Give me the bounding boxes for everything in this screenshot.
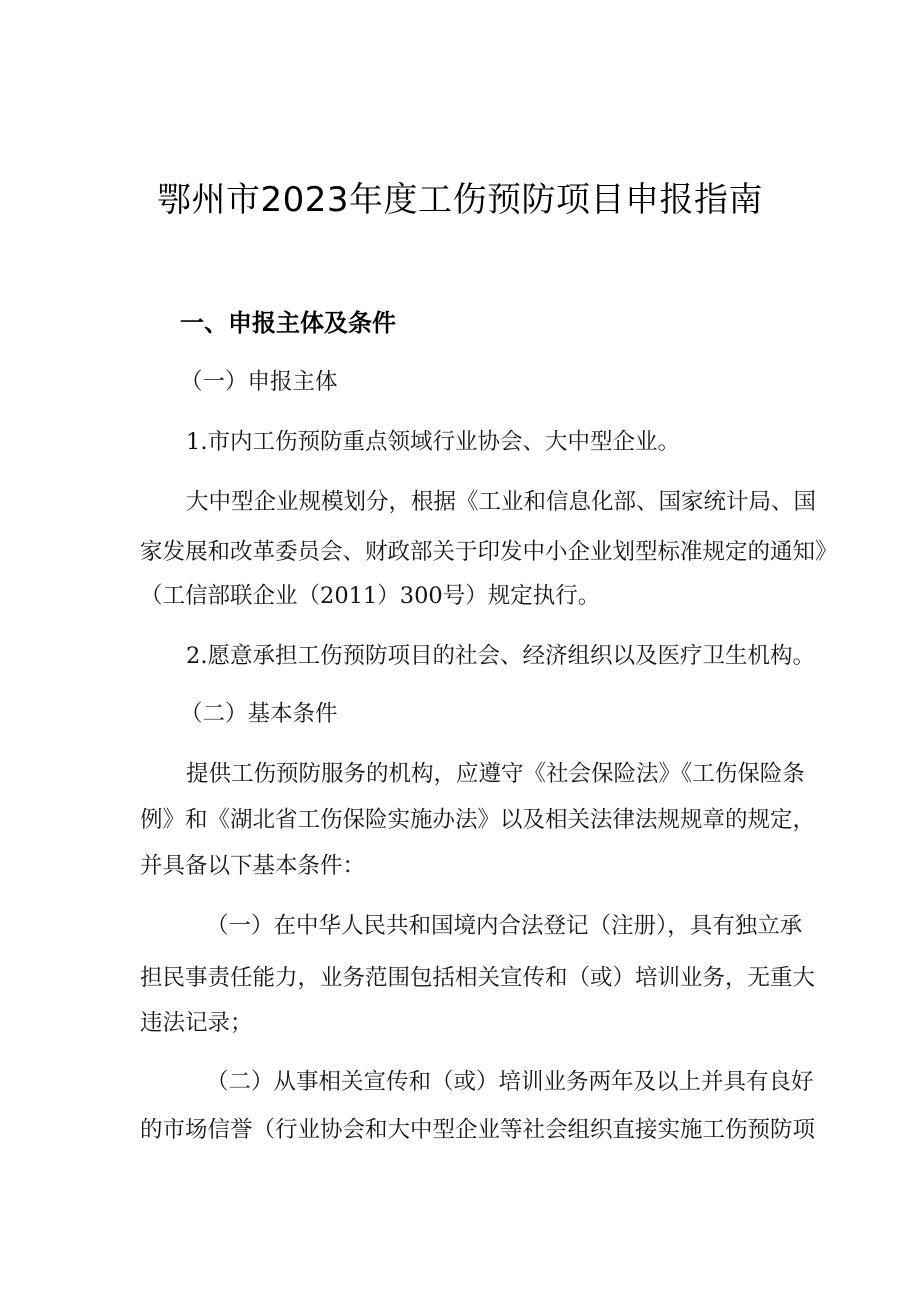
paragraph-condition-1-line-2: 担民事责任能力，业务范围包括相关宣传和（或）培训业务，无重大 xyxy=(140,965,816,991)
paragraph-enterprise-size-line-1: 大中型企业规模划分，根据《工业和信息化部、国家统计局、国 xyxy=(186,489,817,515)
document-title: 鄂州市2023年度工伤预防项目申报指南 xyxy=(156,180,764,220)
paragraph-condition-1-line-1: （一）在中华人民共和国境内合法登记（注册），具有独立承 xyxy=(206,913,803,939)
section-heading-1: 一、申报主体及条件 xyxy=(180,309,396,337)
subsection-heading-applicant: （一）申报主体 xyxy=(180,369,338,395)
paragraph-condition-1-line-3: 违法记录； xyxy=(140,1010,253,1036)
paragraph-enterprise-size-line-3: （工信部联企业（2011）300号）规定执行。 xyxy=(140,583,601,609)
paragraph-condition-2-line-1: （二）从事相关宣传和（或）培训业务两年及以上并具有良好 xyxy=(206,1069,814,1095)
paragraph-laws-line-1: 提供工伤预防服务的机构，应遵守《社会保险法》《工伤保险条 xyxy=(186,761,805,787)
paragraph-condition-2-line-2: 的市场信誉（行业协会和大中型企业等社会组织直接实施工伤预防项 xyxy=(140,1117,816,1143)
paragraph-laws-line-2: 例》和《湖北省工伤保险实施办法》以及相关法律法规规章的规定， xyxy=(140,807,816,833)
subsection-heading-conditions: （二）基本条件 xyxy=(180,701,338,727)
paragraph-item-2: 2.愿意承担工伤预防项目的社会、经济组织以及医疗卫生机构。 xyxy=(186,643,815,669)
paragraph-laws-line-3: 并具备以下基本条件： xyxy=(140,853,366,879)
paragraph-enterprise-size-line-2: 家发展和改革委员会、财政部关于印发中小企业划型标准规定的通知》 xyxy=(140,539,838,565)
paragraph-item-1: 1.市内工伤预防重点领域行业协会、大中型企业。 xyxy=(186,429,680,455)
